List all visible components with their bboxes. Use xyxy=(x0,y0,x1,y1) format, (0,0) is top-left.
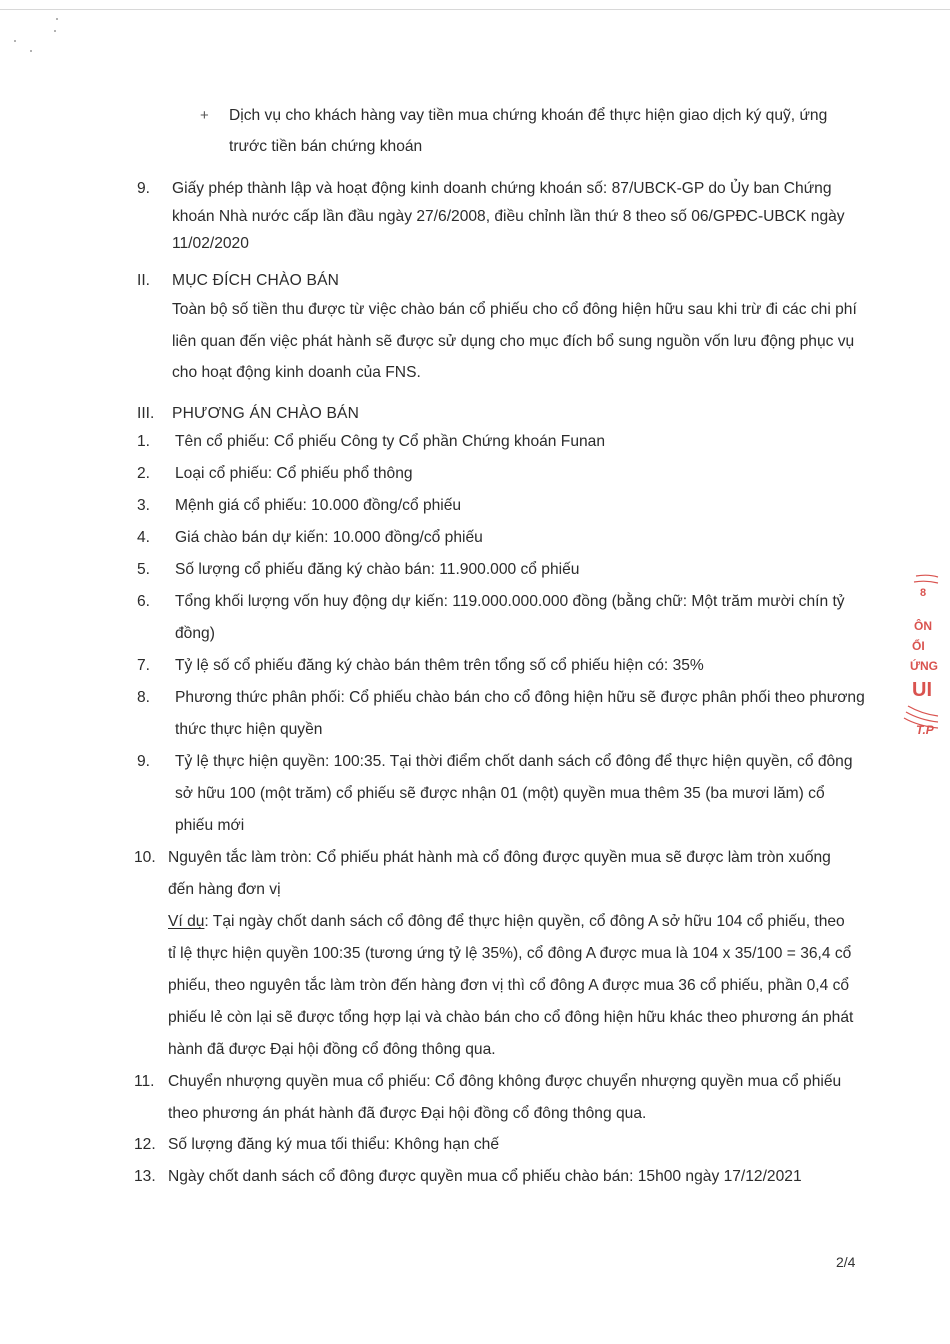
seal-fragment: T.P xyxy=(916,723,934,737)
item-text: Ngày chốt danh sách cổ đông được quyền mua cổ phiếu chào bán: 15h00 ngày 17/12/2021 xyxy=(168,1168,802,1185)
item-number: 1. xyxy=(137,433,151,450)
item-text: Chuyển nhượng quyền mua cổ phiếu: Cổ đông không được chuyển nhượng quyền mua cổ phiếu xyxy=(168,1073,842,1090)
item-text: Loại cổ phiếu: Cổ phiếu phổ thông xyxy=(175,465,413,482)
item-number: 13. xyxy=(134,1168,156,1185)
item-text: theo phương án phát hành đã được Đại hội đồng cổ đông thông qua. xyxy=(168,1105,647,1122)
scan-speck xyxy=(54,30,56,32)
example-line1-text: : Tại ngày chốt danh sách cổ đông để thực hiện quyền, cổ đông A sở hữu 104 cổ phiếu, theo xyxy=(204,913,845,930)
license-line2: khoán Nhà nước cấp lần đầu ngày 27/6/2008, điều chỉnh lần thứ 8 theo số 06/GPĐC-UBCK ngày xyxy=(172,208,845,225)
company-seal-stamp xyxy=(898,568,950,748)
item-text: đồng) xyxy=(175,625,215,642)
section2-line2: liên quan đến việc phát hành sẽ được sử dụng cho mục đích bổ sung nguồn vốn lưu động phục vụ xyxy=(172,333,855,350)
item-text: Nguyên tắc làm tròn: Cổ phiếu phát hành mà cổ đông được quyền mua sẽ được làm tròn xuống xyxy=(168,849,831,866)
bullet-service-line2: trước tiền bán chứng khoán xyxy=(229,138,423,155)
item-text: thức thực hiện quyền xyxy=(175,721,323,738)
scan-speck xyxy=(56,18,58,20)
seal-fragment: 8 xyxy=(920,587,927,599)
item-number: 2. xyxy=(137,465,151,482)
license-line1: Giấy phép thành lập và hoạt động kinh doanh chứng khoán số: 87/UBCK-GP do Ủy ban Chứng xyxy=(172,180,832,197)
scan-speck xyxy=(30,50,32,52)
item-text: Tên cổ phiếu: Cổ phiếu Công ty Cổ phần Chứng khoán Funan xyxy=(175,433,606,450)
item-number: 11. xyxy=(134,1073,155,1090)
scan-top-edge xyxy=(0,9,950,10)
item-text: Tỷ lệ số cổ phiếu đăng ký chào bán thêm trên tổng số cổ phiếu hiện có: 35% xyxy=(175,657,704,674)
seal-fragment: ÔN xyxy=(914,619,932,633)
item-number: 3. xyxy=(137,497,151,514)
section2-line3: cho hoạt động kinh doanh của FNS. xyxy=(172,364,421,381)
scan-speck xyxy=(14,40,16,42)
license-item-number: 9. xyxy=(137,180,151,197)
seal-fragment: ỨNG xyxy=(910,659,938,673)
item-number: 9. xyxy=(137,753,151,770)
license-line3: 11/02/2020 xyxy=(172,235,249,252)
example-line1 xyxy=(168,912,845,932)
page-number: 2/4 xyxy=(836,1254,856,1270)
item-text: đến hàng đơn vị xyxy=(168,881,281,898)
section3-number: III. xyxy=(137,405,155,422)
item-number: 5. xyxy=(137,561,151,578)
example-line3: phiếu, theo nguyên tắc làm tròn đến hàng đơn vị thì cổ đông A được mua 36 cổ phiếu, phần 0,4 cổ xyxy=(168,977,850,994)
item-text: Tổng khối lượng vốn huy động dự kiến: 119.000.000.000 đồng (bằng chữ: Một trăm mười chín tỷ xyxy=(175,593,845,610)
item-number: 6. xyxy=(137,593,151,610)
seal-fragment: UI xyxy=(912,679,932,701)
item-text: phiếu mới xyxy=(175,817,245,834)
item-text: Mệnh giá cổ phiếu: 10.000 đồng/cổ phiếu xyxy=(175,497,462,514)
item-number: 4. xyxy=(137,529,151,546)
example-label: Ví dụ xyxy=(168,913,205,930)
plus-bullet: + xyxy=(200,107,209,124)
section2-line1: Toàn bộ số tiền thu được từ việc chào bán cổ phiếu cho cổ đông hiện hữu sau khi trừ đi các chi phí xyxy=(172,301,857,318)
seal-fragment: ỔI xyxy=(912,639,925,653)
item-text: Số lượng cổ phiếu đăng ký chào bán: 11.900.000 cổ phiếu xyxy=(175,561,580,578)
section2-number: II. xyxy=(137,272,150,289)
example-line4: phiếu lẻ còn lại sẽ được tổng hợp lại và chào bán cho cổ đông hiện hữu khác theo phương án phát xyxy=(168,1009,854,1026)
item-text: Số lượng đăng ký mua tối thiểu: Không hạn chế xyxy=(168,1136,500,1153)
item-number: 10. xyxy=(134,849,156,866)
item-text: Giá chào bán dự kiến: 10.000 đồng/cổ phiếu xyxy=(175,529,483,546)
item-text: Tỷ lệ thực hiện quyền: 100:35. Tại thời điểm chốt danh sách cổ đông để thực hiện quyền, cổ đông xyxy=(175,753,853,770)
item-number: 12. xyxy=(134,1136,156,1153)
section2-title: MỤC ĐÍCH CHÀO BÁN xyxy=(172,272,340,289)
example-line5: hành đã được Đại hội đồng cổ đông thông qua. xyxy=(168,1041,496,1058)
item-number: 7. xyxy=(137,657,151,674)
bullet-service-line1: Dịch vụ cho khách hàng vay tiền mua chứng khoán để thực hiện giao dịch ký quỹ, ứng xyxy=(229,107,828,124)
item-text: sở hữu 100 (một trăm) cổ phiếu sẽ được nhận 01 (một) quyền mua thêm 35 (ba mươi lăm) cổ xyxy=(175,785,825,802)
item-text: Phương thức phân phối: Cổ phiếu chào bán cho cổ đông hiện hữu sẽ được phân phối theo phương xyxy=(175,689,865,706)
example-line2: tỉ lệ thực hiện quyền 100:35 (tương ứng tỷ lệ 35%), cổ đông A được mua là 104 x 35/100 = 36,4 cổ xyxy=(168,945,852,962)
item-number: 8. xyxy=(137,689,151,706)
section3-title: PHƯƠNG ÁN CHÀO BÁN xyxy=(172,405,360,422)
